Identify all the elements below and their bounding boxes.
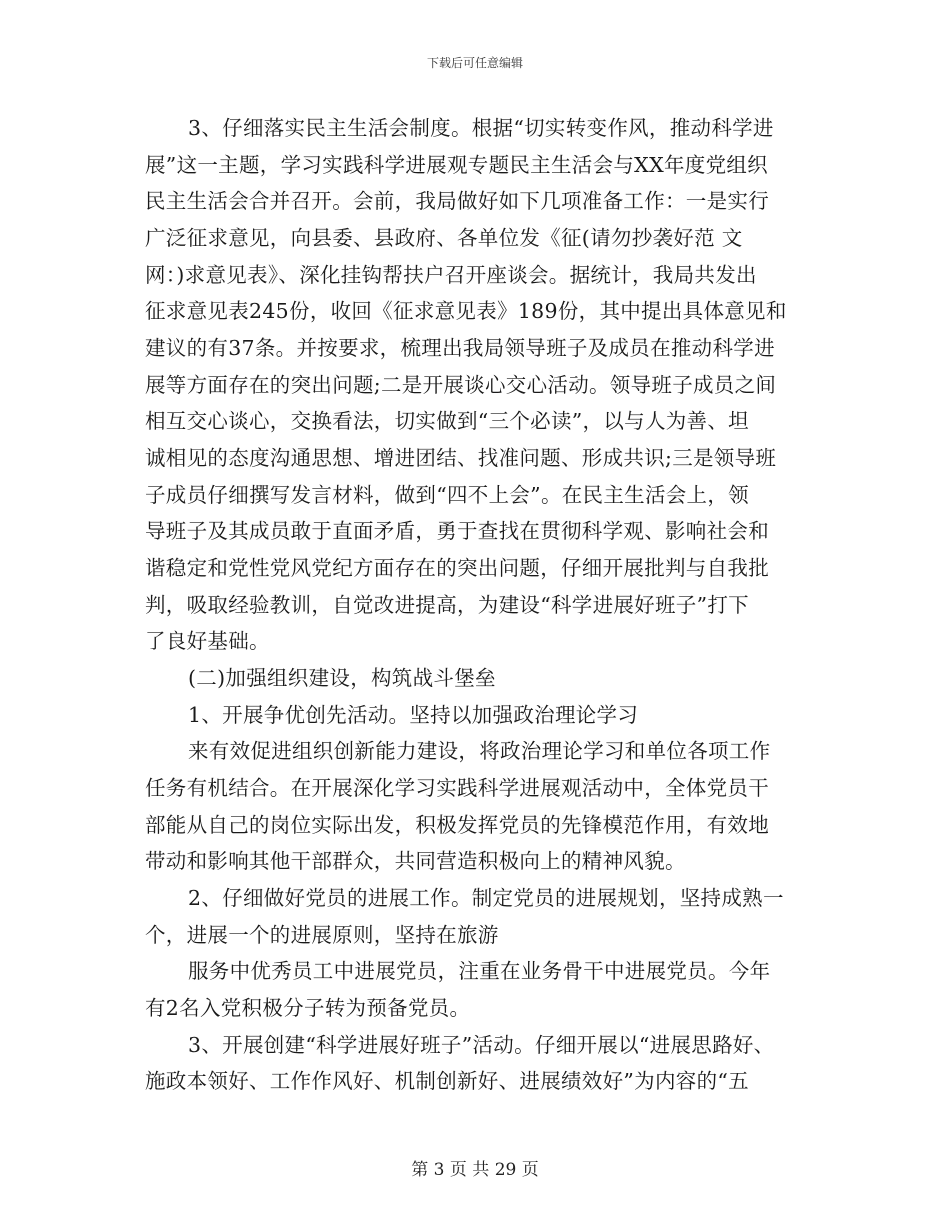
paragraph-line: 服务中优秀员工中进展党员，注重在业务骨干中进展党员。今年 [188,959,771,983]
paragraph-line: 展等方面存在的突出问题;二是开展谈心交心活动。领导班子成员之间 [145,373,777,397]
paragraph-line: 导班子及其成员敢于直面矛盾，勇于查找在贯彻科学观、影响社会和 [145,519,769,543]
footer-suffix: 页 [521,1160,539,1180]
paragraph-line: 判，吸取经验教训，自觉改进提高，为建设“科学进展好班子”打下 [145,593,749,617]
paragraph-line: 广泛征求意见，向县委、县政府、各单位发《征(请勿抄袭好范 文 [145,226,743,250]
paragraph-line: 有2名入党积极分子转为预备党员。 [145,996,471,1020]
paragraph-line: 施政本领好、工作作风好、机制创新好、进展绩效好”为内容的“五 [145,1069,749,1093]
paragraph-line: 征求意见表245份，收回《征求意见表》189份，其中提出具体意见和 [145,299,787,323]
footer-total-word: 共 [472,1160,490,1180]
paragraph-line: 子成员仔细撰写发言材料，做到“四不上会”。在民主生活会上，领 [145,483,749,507]
section-heading: (二)加强组织建设，构筑战斗堡垒 [188,666,496,690]
paragraph-line: 相互交心谈心，交换看法，切实做到“三个必读”，以与人为善、坦 [145,409,749,433]
paragraph-line: 2、仔细做好党员的进展工作。制定党员的进展规划，坚持成熟一 [188,886,784,910]
paragraph-line: 1、开展争优创先活动。坚持以加强政治理论学习 [188,703,639,727]
page-header: 下载后可任意编辑 [426,56,523,70]
paragraph-line: 民主生活会合并召开。会前，我局做好如下几项准备工作：一是实行 [145,189,769,213]
footer-page-word: 页 [449,1160,467,1180]
footer-total-pages: 29 [494,1160,517,1180]
paragraph-line: 3、仔细落实民主生活会制度。根据“切实转变作风，推动科学进 [188,116,774,140]
paragraph-line: 带动和影响其他干部群众，共同营造积极向上的精神风貌。 [145,849,686,873]
paragraph-line: 谐稳定和党性党风党纪方面存在的突出问题，仔细开展批判与自我批 [145,556,769,580]
paragraph-line: 了良好基础。 [145,629,270,653]
paragraph-line: 个，进展一个的进展原则，坚持在旅游 [145,923,499,947]
paragraph-line: 来有效促进组织创新能力建设，将政治理论学习和单位各项工作 [188,739,771,763]
paragraph-line: 展”这一主题，学习实践科学进展观专题民主生活会与XX年度党组织 [145,153,768,177]
paragraph-line: 诚相见的态度沟通思想、增进团结、找准问题、形成共识;三是领导班 [145,446,777,470]
footer-page-number: 3 [433,1160,445,1180]
paragraph-line: 建议的有37条。并按要求，梳理出我局领导班子及成员在推动科学进 [145,336,775,360]
footer-prefix: 第 [411,1160,429,1180]
paragraph-line: 部能从自己的岗位实际出发，积极发挥党员的先锋模范作用，有效地 [145,813,769,837]
paragraph-line: 网：)求意见表》、深化挂钩帮扶户召开座谈会。据统计，我局共发出 [145,263,757,287]
page-footer [0,1155,950,1180]
paragraph-line: 任务有机结合。在开展深化学习实践科学进展观活动中，全体党员干 [145,776,769,800]
paragraph-line: 3、开展创建“科学进展好班子”活动。仔细开展以“进展思路好、 [188,1033,775,1057]
